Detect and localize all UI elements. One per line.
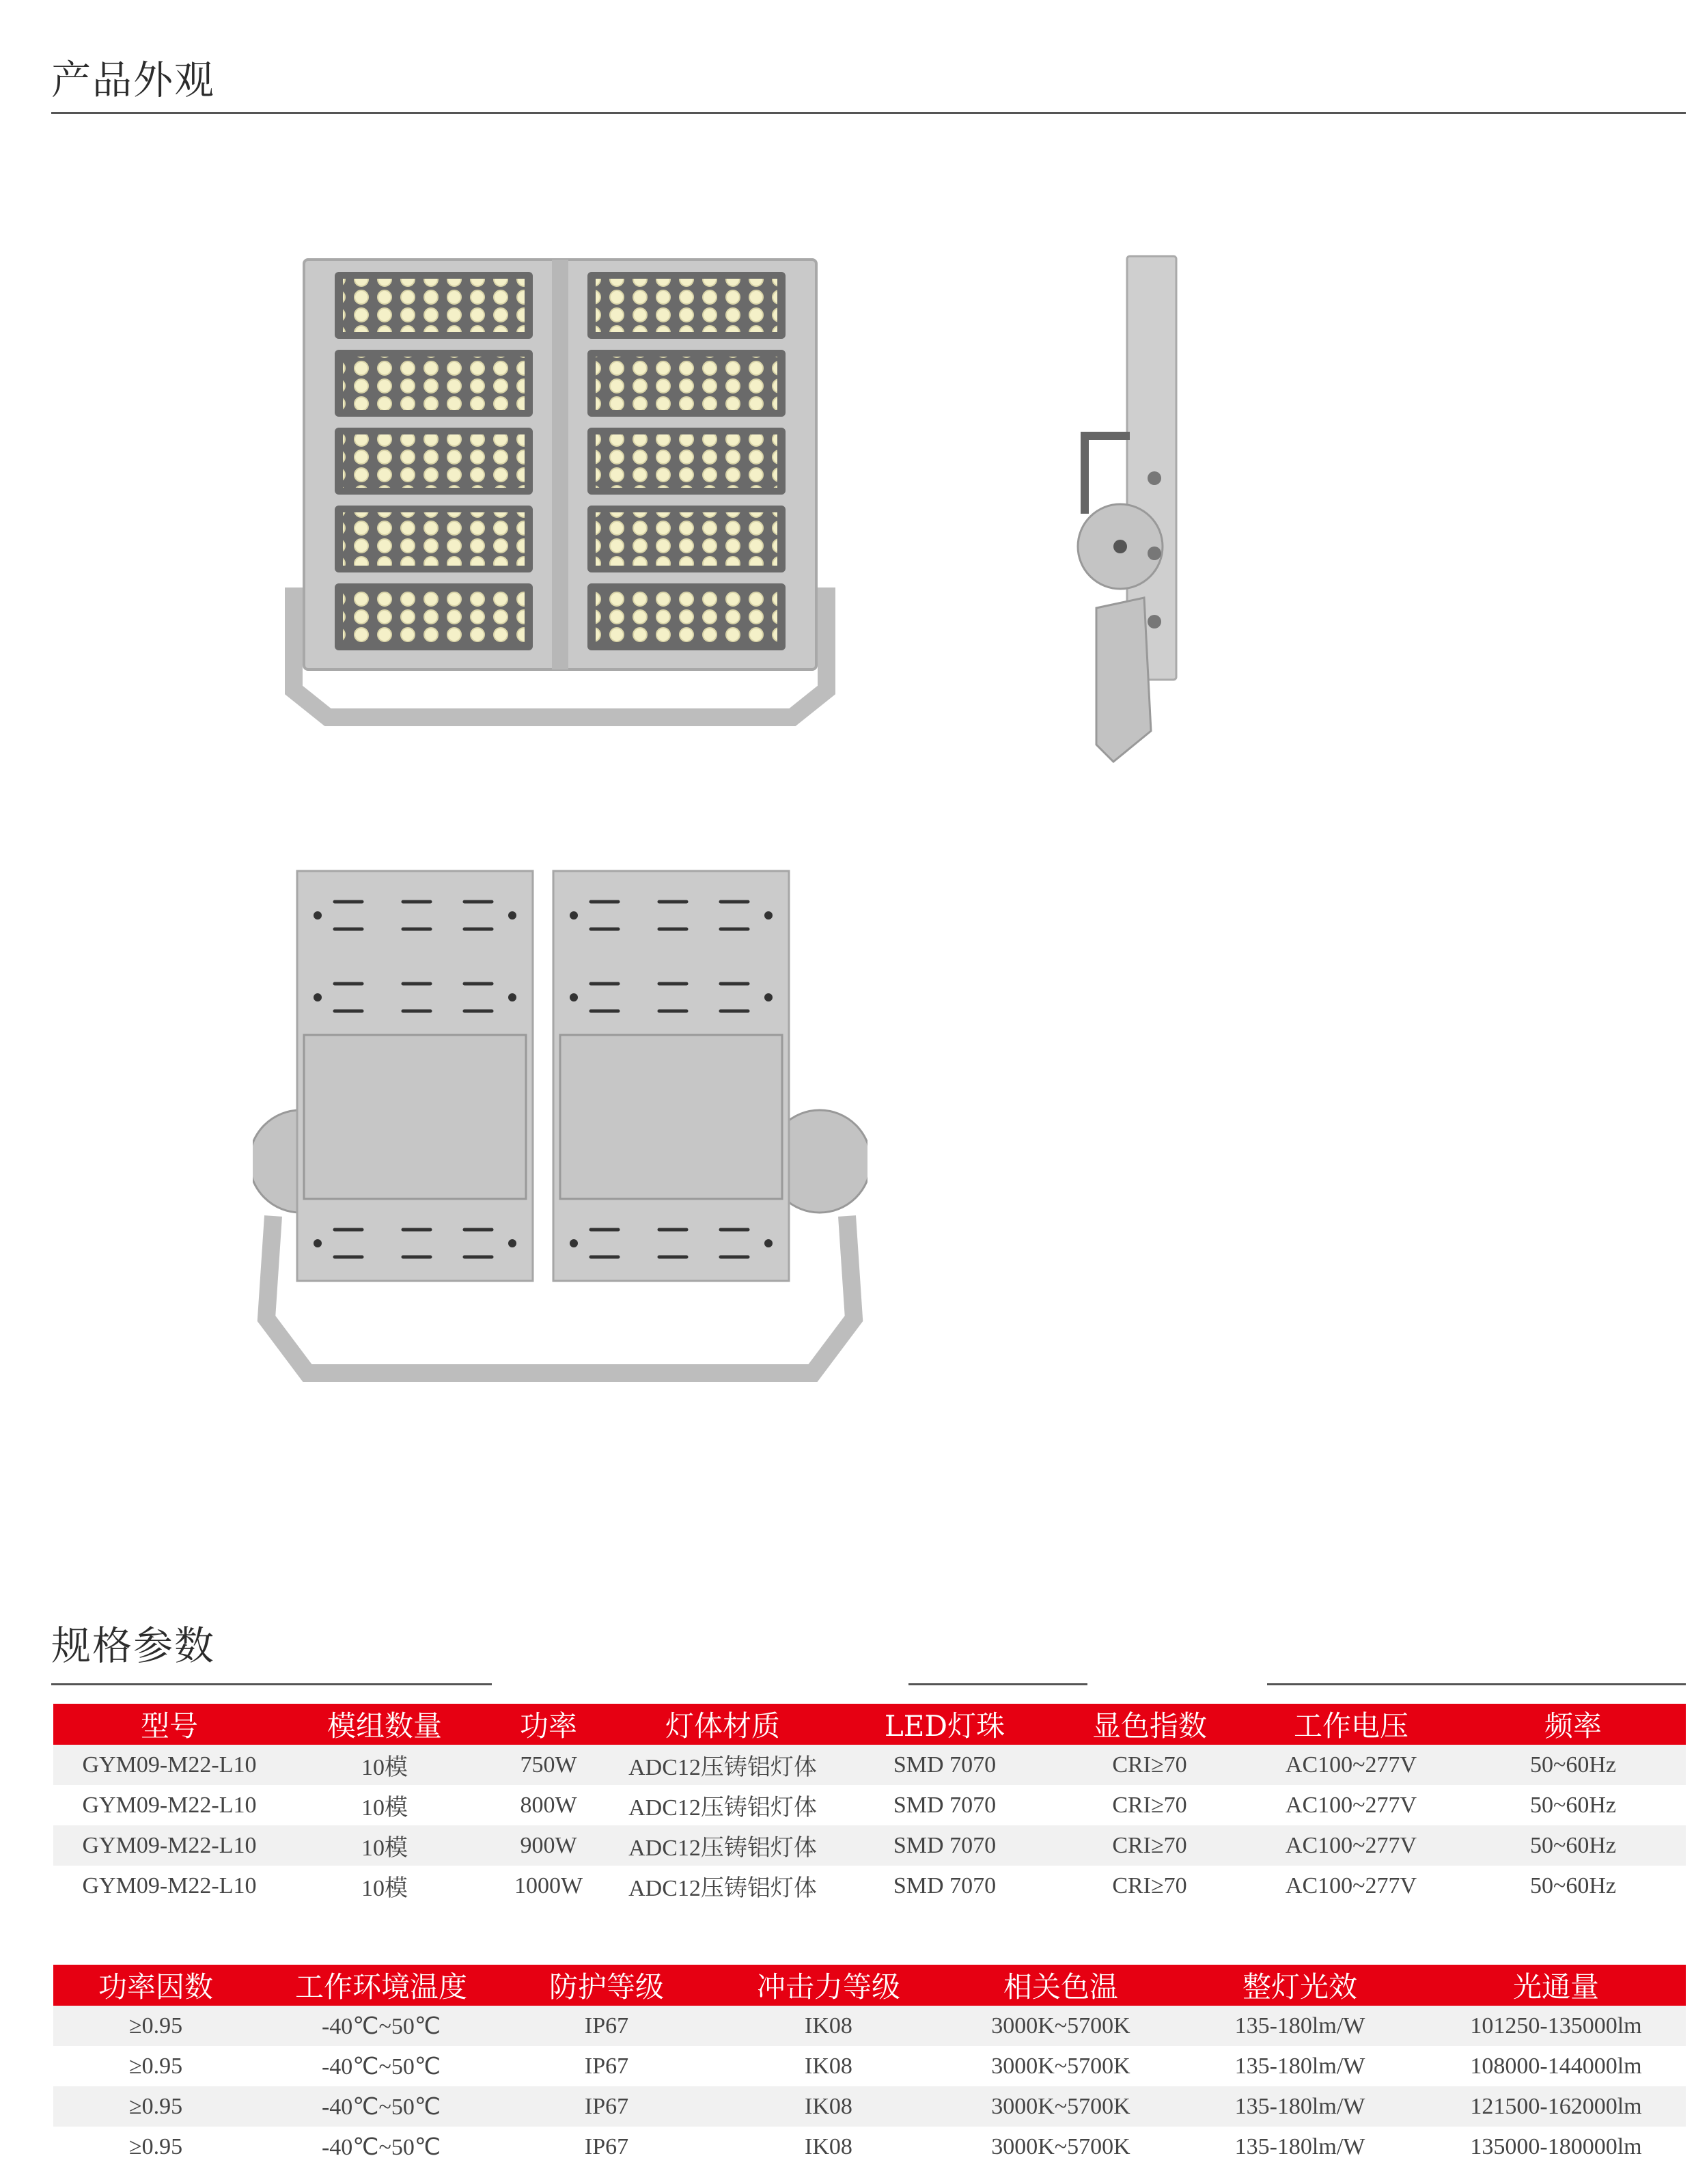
spec-performance-cell: 135-180lm/W [1174,2046,1426,2086]
spec-electrical-cell: 900W [484,1825,613,1866]
spec-electrical-header-cell: LED灯珠 [832,1704,1057,1745]
spec-performance-cell: IP67 [504,2006,709,2046]
spec-electrical-cell: ADC12压铸铝灯体 [613,1785,832,1825]
spec-electrical-cell: ADC12压铸铝灯体 [613,1825,832,1866]
spec-electrical-cell: CRI≥70 [1057,1825,1242,1866]
spec-performance-header-cell: 相关色温 [948,1965,1174,2006]
spec-performance-cell: 135-180lm/W [1174,2127,1426,2167]
spec-performance-header-cell: 防护等级 [504,1965,709,2006]
spec-electrical-cell: 10模 [286,1745,484,1785]
spec-performance-cell: 121500-162000lm [1426,2086,1686,2127]
spec-electrical-cell: 1000W [484,1866,613,1906]
spec-electrical-cell: 50~60Hz [1460,1866,1686,1906]
table-row [53,2046,1686,2086]
spec-performance-cell: 135-180lm/W [1174,2006,1426,2046]
spec-performance-cell: IK08 [709,2127,948,2167]
title-divider-right [1267,1683,1686,1685]
spec-performance-header-cell: 冲击力等级 [709,1965,948,2006]
spec-electrical-cell: 10模 [286,1825,484,1866]
spec-electrical-cell: CRI≥70 [1057,1866,1242,1906]
spec-electrical-cell: 800W [484,1785,613,1825]
spec-electrical-cell: 50~60Hz [1460,1785,1686,1825]
spec-electrical-header-cell: 频率 [1460,1704,1686,1745]
spec-electrical-cell: AC100~277V [1242,1785,1460,1825]
spec-electrical-header-cell: 型号 [53,1704,286,1745]
spec-electrical-cell: AC100~277V [1242,1825,1460,1866]
spec-electrical-cell: GYM09-M22-L10 [53,1745,286,1785]
spec-performance-header-cell: 工作环境温度 [258,1965,504,2006]
spec-performance-cell: 108000-144000lm [1426,2046,1686,2086]
spec-electrical-cell: AC100~277V [1242,1866,1460,1906]
spec-electrical-cell: 50~60Hz [1460,1745,1686,1785]
spec-electrical-cell: SMD 7070 [832,1825,1057,1866]
spec-electrical-cell: GYM09-M22-L10 [53,1825,286,1866]
spec-performance-cell: ≥0.95 [53,2046,258,2086]
spec-performance-cell: 135000-180000lm [1426,2127,1686,2167]
spec-performance-cell: IK08 [709,2046,948,2086]
spec-performance-cell: ≥0.95 [53,2006,258,2046]
table-row [53,2006,1686,2046]
spec-electrical-cell: AC100~277V [1242,1745,1460,1785]
spec-electrical-cell: 750W [484,1745,613,1785]
spec-performance-cell: -40℃~50℃ [258,2086,504,2127]
title-divider-middle [908,1683,1087,1685]
table-row [53,1866,1686,1906]
spec-performance-cell: -40℃~50℃ [258,2006,504,2046]
spec-performance-cell: ≥0.95 [53,2086,258,2127]
spec-performance-cell: IP67 [504,2046,709,2086]
spec-performance-cell: -40℃~50℃ [258,2127,504,2167]
spec-electrical-header-cell: 功率 [484,1704,613,1745]
spec-performance-cell: 135-180lm/W [1174,2086,1426,2127]
table-row [53,1785,1686,1825]
spec-electrical-cell: SMD 7070 [832,1785,1057,1825]
spec-electrical-cell: SMD 7070 [832,1866,1057,1906]
front-view-image [280,253,840,731]
spec-electrical-cell: CRI≥70 [1057,1785,1242,1825]
section-title-specs: 规格参数 [51,1622,216,1669]
spec-performance-header-cell: 功率因数 [53,1965,258,2006]
spec-electrical-cell: 50~60Hz [1460,1825,1686,1866]
spec-electrical-cell: ADC12压铸铝灯体 [613,1745,832,1785]
spec-performance-cell: IK08 [709,2006,948,2046]
spec-electrical-header-cell: 工作电压 [1242,1704,1460,1745]
back-view-image [253,868,867,1394]
spec-performance-cell: 3000K~5700K [948,2127,1174,2167]
spec-electrical-header-cell: 灯体材质 [613,1704,832,1745]
section-title-appearance: 产品外观 [51,57,216,103]
spec-performance-header-cell: 整灯光效 [1174,1965,1426,2006]
table-row [53,1745,1686,1785]
spec-performance-cell: IK08 [709,2086,948,2127]
spec-electrical-cell: CRI≥70 [1057,1745,1242,1785]
spec-performance-cell: 101250-135000lm [1426,2006,1686,2046]
table-row [53,2127,1686,2167]
spec-performance-cell: 3000K~5700K [948,2086,1174,2127]
side-view-image [1066,253,1202,765]
spec-electrical-header-cell: 模组数量 [286,1704,484,1745]
title-divider [51,112,1686,114]
spec-performance-cell: -40℃~50℃ [258,2046,504,2086]
table-row [53,1825,1686,1866]
spec-performance-cell: IP67 [504,2127,709,2167]
spec-performance-cell: 3000K~5700K [948,2046,1174,2086]
spec-performance-header-cell: 光通量 [1426,1965,1686,2006]
spec-performance-cell: 3000K~5700K [948,2006,1174,2046]
table-row [53,2086,1686,2127]
spec-electrical-cell: ADC12压铸铝灯体 [613,1866,832,1906]
spec-electrical-cell: 10模 [286,1866,484,1906]
spec-electrical-cell: GYM09-M22-L10 [53,1866,286,1906]
spec-electrical-header-cell: 显色指数 [1057,1704,1242,1745]
title-divider-left [51,1683,492,1685]
spec-performance-cell: ≥0.95 [53,2127,258,2167]
spec-table-electrical [53,1704,1686,1906]
spec-electrical-cell: GYM09-M22-L10 [53,1785,286,1825]
spec-table-performance [53,1965,1686,2167]
spec-electrical-cell: SMD 7070 [832,1745,1057,1785]
spec-electrical-cell: 10模 [286,1785,484,1825]
spec-performance-cell: IP67 [504,2086,709,2127]
